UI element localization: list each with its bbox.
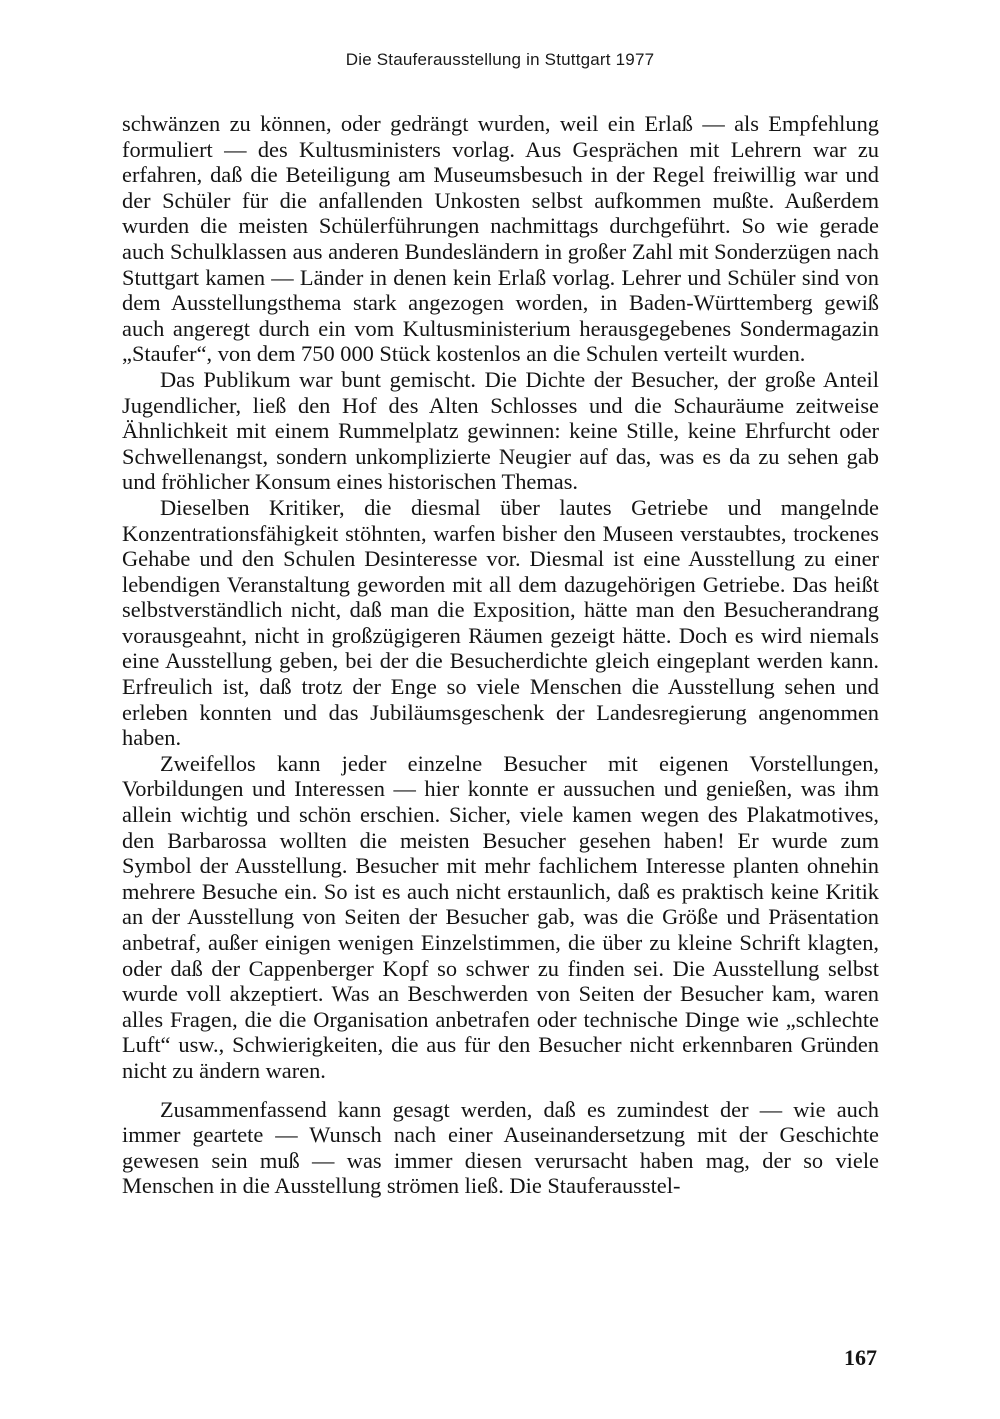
paragraph-kritiker: Dieselben Kritiker, die diesmal über lautes Getriebe und mangelnde Konzentrationsfähigkeit stöhnten, warfen bisher den Museen verstaubtes, trockenes Gehabe und den Schulen Desinteresse vor. Diesmal ist eine Ausstellung zu einer lebendigen Veranstaltung geworden mit all dem dazugehörigen Getriebe. Das heißt selbstverständlich nicht, daß man die Exposition, hätte man den Besucherandrang vorausgeahnt, nicht in großzügigeren Räumen gezeigt hätte. Doch es wird niemals eine Ausstellung geben, bei der die Besucherdichte gleich eingeplant werden kann. Erfreulich ist, daß trotz der Enge so viele Menschen die Ausstellung sehen und erleben konnten und das Jubiläumsgeschenk der Landesregierung angenommen haben. xyxy=(122,494,879,751)
running-head: Die Stauferausstellung in Stuttgart 1977 xyxy=(345,50,655,69)
page-number: 167 xyxy=(844,1345,877,1370)
paragraph-besucher: Zweifellos kann jeder einzelne Besucher mit eigenen Vorstellungen, Vorbildungen und Interessen — hier konnte er aussuchen und genießen, was ihm allein wichtig und schön erschien. Sicher, viele kamen wegen des Plakatmotives, den Barbarossa wollten die meisten Besucher gesehen haben! Er wurde zum Symbol der Ausstellung. Besucher mit mehr fachlichem Interesse planten ohnehin mehrere Besuche ein. So ist es auch nicht erstaunlich, daß es praktisch keine Kritik an der Ausstellung von Seiten der Besucher gab, was die Größe und Präsentation anbetraf, außer einigen wenigen Einzelstimmen, die über zu kleine Schrift klagten, oder daß der Cappenberger Kopf so schwer zu finden sei. Die Ausstellung selbst wurde voll akzeptiert. Was an Beschwerden von Seiten der Besucher kam, waren alles Fragen, die die Organisation anbetrafen oder technische Dinge wie „schlechte Luft“ usw., Schwierigkeiten, die aus für den Besucher nicht erkennbaren Gründen nicht zu ändern waren. xyxy=(122,750,879,1083)
body-text xyxy=(122,111,879,1199)
paragraph-continuation: schwänzen zu können, oder gedrängt wurden, weil ein Erlaß — als Empfehlung formuliert — des Kultusministers vorlag. Aus Gesprächen mit Lehrern war zu erfahren, daß die Beteiligung am Museumsbesuch in der Regel freiwillig war und der Schüler für die anfallenden Unkosten selbst aufkommen mußte. Außerdem wurden die meisten Schülerführungen nachmittags durchgeführt. So wie gerade auch Schulklassen aus anderen Bundesländern in großer Zahl mit Sonderzügen nach Stuttgart kamen — Länder in denen kein Erlaß vorlag. Lehrer und Schüler sind von dem Ausstellungsthema stark angezogen worden, in Baden-Württemberg gewiß auch angeregt durch ein vom Kultusministerium herausgegebenes Sondermagazin „Staufer“, von dem 750 000 Stück kostenlos an die Schulen verteilt wurden. xyxy=(122,111,879,367)
paragraph-zusammenfassung: Zusammenfassend kann gesagt werden, daß es zumindest der — wie auch immer geartete — Wunsch nach einer Auseinandersetzung mit der Geschichte gewesen sein muß — was immer diesen verursacht haben mag, der so viele Menschen in die Ausstellung strömen ließ. Die Stauferausstel- xyxy=(122,1096,879,1199)
paragraph-publikum: Das Publikum war bunt gemischt. Die Dichte der Besucher, der große Anteil Jugendlicher, ließ den Hof des Alten Schlosses und die Schauräume zeitweise Ähnlichkeit mit einem Rummelplatz gewinnen: keine Stille, keine Ehrfurcht oder Schwellenangst, sondern unkomplizierte Neugier auf das, was es da zu sehen gab und fröhlicher Konsum eines historischen Themas. xyxy=(122,366,879,495)
